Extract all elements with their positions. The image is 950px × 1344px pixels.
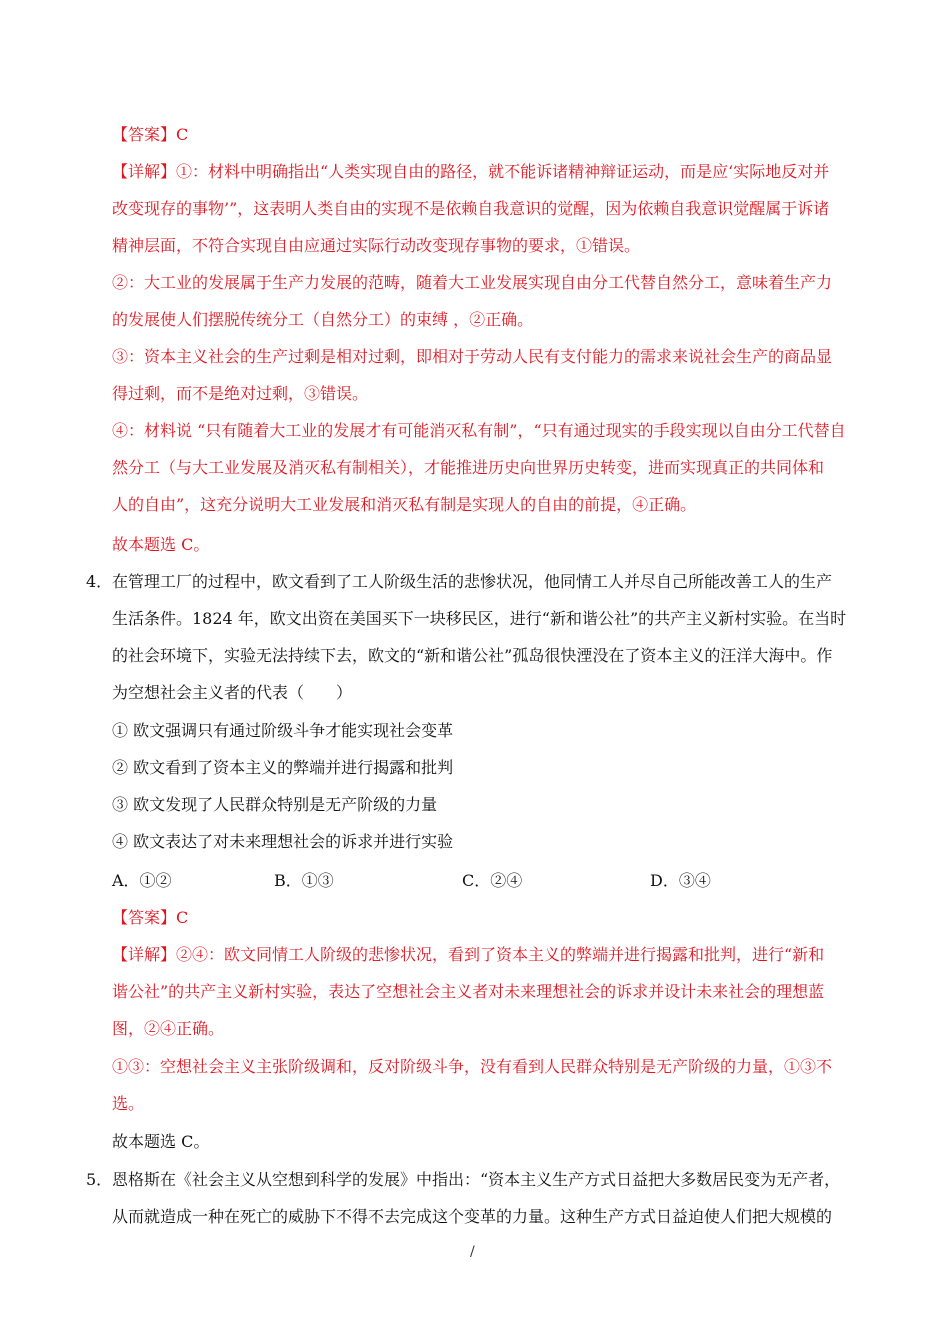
q4-detail-line: 图，②④正确。 [112,1019,225,1038]
q4-statement: ① 欧文强调只有通过阶级斗争才能实现社会变革 [112,721,454,740]
q4-conclusion: 故本题选 C。 [112,1132,210,1151]
q4-stem-line: 生活条件。1824 年，欧文出资在美国买下一块移民区，进行“新和谐公社”的共产主义新村实验。在当时 [112,609,847,628]
q3-detail-line: ②：大工业的发展属于生产力发展的范畴，随着大工业发展实现自由分工代替自然分工，意味着生产力 [112,273,833,292]
q3-answer: 【答案】C [112,125,189,144]
q5-stem-line: 恩格斯在《社会主义从空想到科学的发展》中指出：“资本主义生产方式日益把大多数居民变为无产者， [112,1170,841,1189]
q3-detail-line: 然分工（与大工业发展及消灭私有制相关），才能推进历史向世界历史转变，进而实现真正的共同体和 [112,458,825,477]
q5-number: 5． [86,1170,113,1189]
q3-detail-line: ④：材料说 “只有随着大工业的发展才有可能消灭私有制”，“只有通过现实的手段实现以自由分工代替自 [112,421,846,440]
q4-statement: ④ 欧文表达了对未来理想社会的诉求并进行实验 [112,832,454,851]
q4-detail-line: 【详解】②④：欧文同情工人阶级的悲惨状况，看到了资本主义的弊端并进行揭露和批判，进行“新和 [112,945,825,964]
q3-detail-line: 精神层面，不符合实现自由应通过实际行动改变现存事物的要求，①错误。 [112,236,641,255]
q4-number: 4． [86,572,113,591]
q4-detail-line: 选。 [112,1094,145,1113]
q3-detail-line: 得过剩，而不是绝对过剩，③错误。 [112,384,369,403]
q4-stem-line: 在管理工厂的过程中，欧文看到了工人阶级生活的悲惨状况，他同情工人并尽自己所能改善工人的生产 [112,572,833,591]
q4-statement: ③ 欧文发现了人民群众特别是无产阶级的力量 [112,795,438,814]
q4-detail-line: ①③：空想社会主义主张阶级调和，反对阶级斗争，没有看到人民群众特别是无产阶级的力量，①③不 [112,1057,833,1076]
q3-detail-line: 的发展使人们摆脱传统分工（自然分工）的束缚 ，②正确。 [112,310,534,329]
q4-answer: 【答案】C [112,908,189,927]
q4-stem-line: 的社会环境下，实验无法持续下去，欧文的“新和谐公社”孤岛很快湮没在了资本主义的汪洋大海中。作 [112,646,833,665]
q3-detail-line: 人的自由”，这充分说明大工业发展和消灭私有制是实现人的自由的前提，④正确。 [112,495,697,514]
q3-detail-line: 【详解】①：材料中明确指出“人类实现自由的路径，就不能诉诸精神辩证运动，而是应‘实际地反对并 [112,162,830,181]
q3-detail-line: 改变现存的事物’”，这表明人类自由的实现不是依赖自我意识的觉醒，因为依赖自我意识觉醒属于诉诸 [112,199,830,218]
q4-statement: ② 欧文看到了资本主义的弊端并进行揭露和批判 [112,758,454,777]
q4-option-d: D．③④ [650,871,711,890]
page-footer-mark: / [470,1244,475,1260]
q3-conclusion: 故本题选 C。 [112,535,210,554]
q4-option-a: A．①② [112,871,172,890]
q4-detail-line: 谐公社”的共产主义新村实验，表达了空想社会主义者对未来理想社会的诉求并设计未来社会的理想蓝 [112,982,825,1001]
q4-option-b: B．①③ [274,871,334,890]
q4-option-c: C．②④ [462,871,523,890]
q4-stem-line: 为空想社会主义者的代表（ ） [112,683,353,702]
q5-stem-line: 从而就造成一种在死亡的威胁下不得不去完成这个变革的力量。这种生产方式日益迫使人们把大规模的 [112,1207,833,1226]
q3-detail-line: ③：资本主义社会的生产过剩是相对过剩，即相对于劳动人民有支付能力的需求来说社会生产的商品显 [112,347,833,366]
